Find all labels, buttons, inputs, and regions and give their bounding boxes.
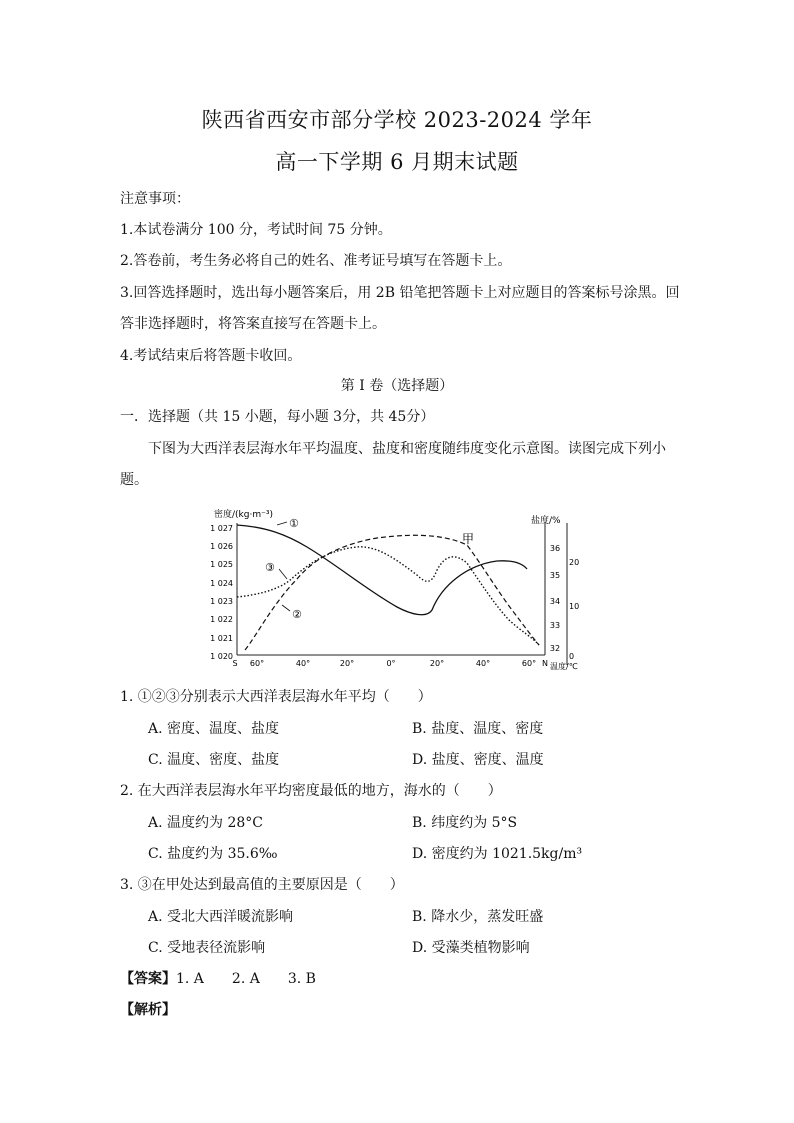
notice-item: 2.答卷前，考生务必将自己的姓名、准考证号填写在答题卡上。: [120, 253, 512, 269]
temperature-tick: 10: [569, 602, 580, 611]
bottom-right-label: 温度/℃: [550, 662, 578, 671]
x-tick: S: [232, 659, 238, 668]
salinity-tick: 35: [549, 571, 561, 580]
option: D. 盐度、密度、温度: [412, 752, 544, 768]
document-title-line2: 高一下学期 6 月期末试题: [275, 150, 519, 174]
curve-1: [237, 525, 527, 615]
marker-jia: 甲: [462, 532, 475, 546]
option: A. 温度约为 28°C: [148, 815, 263, 831]
salinity-tick: 34: [549, 597, 561, 606]
notice-item: 3.回答选择题时，选出每小题答案后，用 2B 铅笔把答题卡上对应题目的答案标号涂黑。回: [120, 285, 680, 301]
left-axis-label: 密度/(kg·m⁻³): [214, 510, 273, 520]
x-tick: 40°: [475, 659, 491, 668]
right-axis-label: 盐度/%: [531, 516, 561, 526]
x-tick: 60°: [249, 659, 265, 668]
question-stem: 1. ①②③分别表示大西洋表层海水年平均（ ）: [120, 689, 432, 705]
volume-title: 第 I 卷（选择题）: [340, 378, 454, 394]
temperature-tick: 20: [569, 558, 580, 567]
option: B. 降水少，蒸发旺盛: [412, 909, 544, 925]
notice-heading: 注意事项：: [120, 191, 190, 207]
question-intro: 下图为大西洋表层海水年平均温度、盐度和密度随纬度变化示意图。读图完成下列小: [148, 441, 666, 457]
x-tick: 60°: [521, 659, 537, 668]
question-intro-cont: 题。: [120, 472, 148, 488]
option: C. 盐度约为 35.6‰: [148, 846, 278, 862]
density-tick: 1 022: [210, 615, 233, 624]
curve-2: [245, 535, 539, 650]
answer-values: 1. A 2. A 3. B: [176, 971, 316, 987]
notice-item: 4.考试结束后将答题卡收回。: [120, 348, 302, 364]
option: C. 温度、密度、盐度: [148, 752, 280, 768]
density-tick: 1 027: [210, 524, 233, 533]
density-tick: 1 025: [210, 560, 233, 569]
notice-item: 答非选择题时，将答案直接写在答题卡上。: [120, 316, 386, 332]
part-title: 一．选择题（共 15 小题，每小题 3分，共 45分）: [120, 409, 435, 425]
option: A. 受北大西洋暖流影响: [148, 909, 294, 925]
option: B. 盐度、温度、密度: [412, 721, 544, 737]
curve-label: ③: [265, 561, 275, 574]
x-tick: 0°: [386, 659, 396, 668]
x-tick: 20°: [429, 659, 445, 668]
ocean-properties-figure: [210, 505, 580, 672]
option: D. 受藻类植物影响: [412, 940, 530, 956]
density-tick: 1 024: [210, 579, 233, 588]
option: A. 密度、温度、盐度: [148, 721, 280, 737]
density-tick: 1 023: [210, 597, 233, 606]
salinity-tick: 32: [549, 644, 561, 653]
curve-label: ②: [292, 608, 302, 621]
temperature-tick: 0: [569, 652, 575, 661]
density-tick: 1 020: [210, 652, 233, 661]
option: D. 密度约为 1021.5kg/m³: [412, 846, 583, 862]
density-tick: 1 026: [210, 542, 233, 551]
document-title-line1: 陕西省西安市部分学校 2023-2024 学年: [201, 108, 593, 132]
density-tick: 1 021: [210, 634, 233, 643]
option: C. 受地表径流影响: [148, 940, 266, 956]
salinity-tick: 33: [549, 621, 561, 630]
answer-label: 【答案】: [120, 971, 176, 987]
option: B. 纬度约为 5°S: [412, 815, 518, 831]
question-stem: 3. ③在甲处达到最高值的主要原因是（ ）: [120, 877, 404, 893]
answer-line: [120, 968, 316, 988]
salinity-tick: 36: [549, 544, 561, 553]
x-tick: 20°: [339, 659, 355, 668]
x-tick: 40°: [295, 659, 311, 668]
question-stem: 2. 在大西洋表层海水年平均密度最低的地方，海水的（ ）: [120, 783, 502, 799]
notice-item: 1.本试卷满分 100 分，考试时间 75 分钟。: [120, 222, 392, 238]
curve-label: ①: [289, 517, 299, 530]
analysis-label: 【解析】: [120, 1002, 176, 1018]
x-tick: N: [542, 659, 548, 668]
